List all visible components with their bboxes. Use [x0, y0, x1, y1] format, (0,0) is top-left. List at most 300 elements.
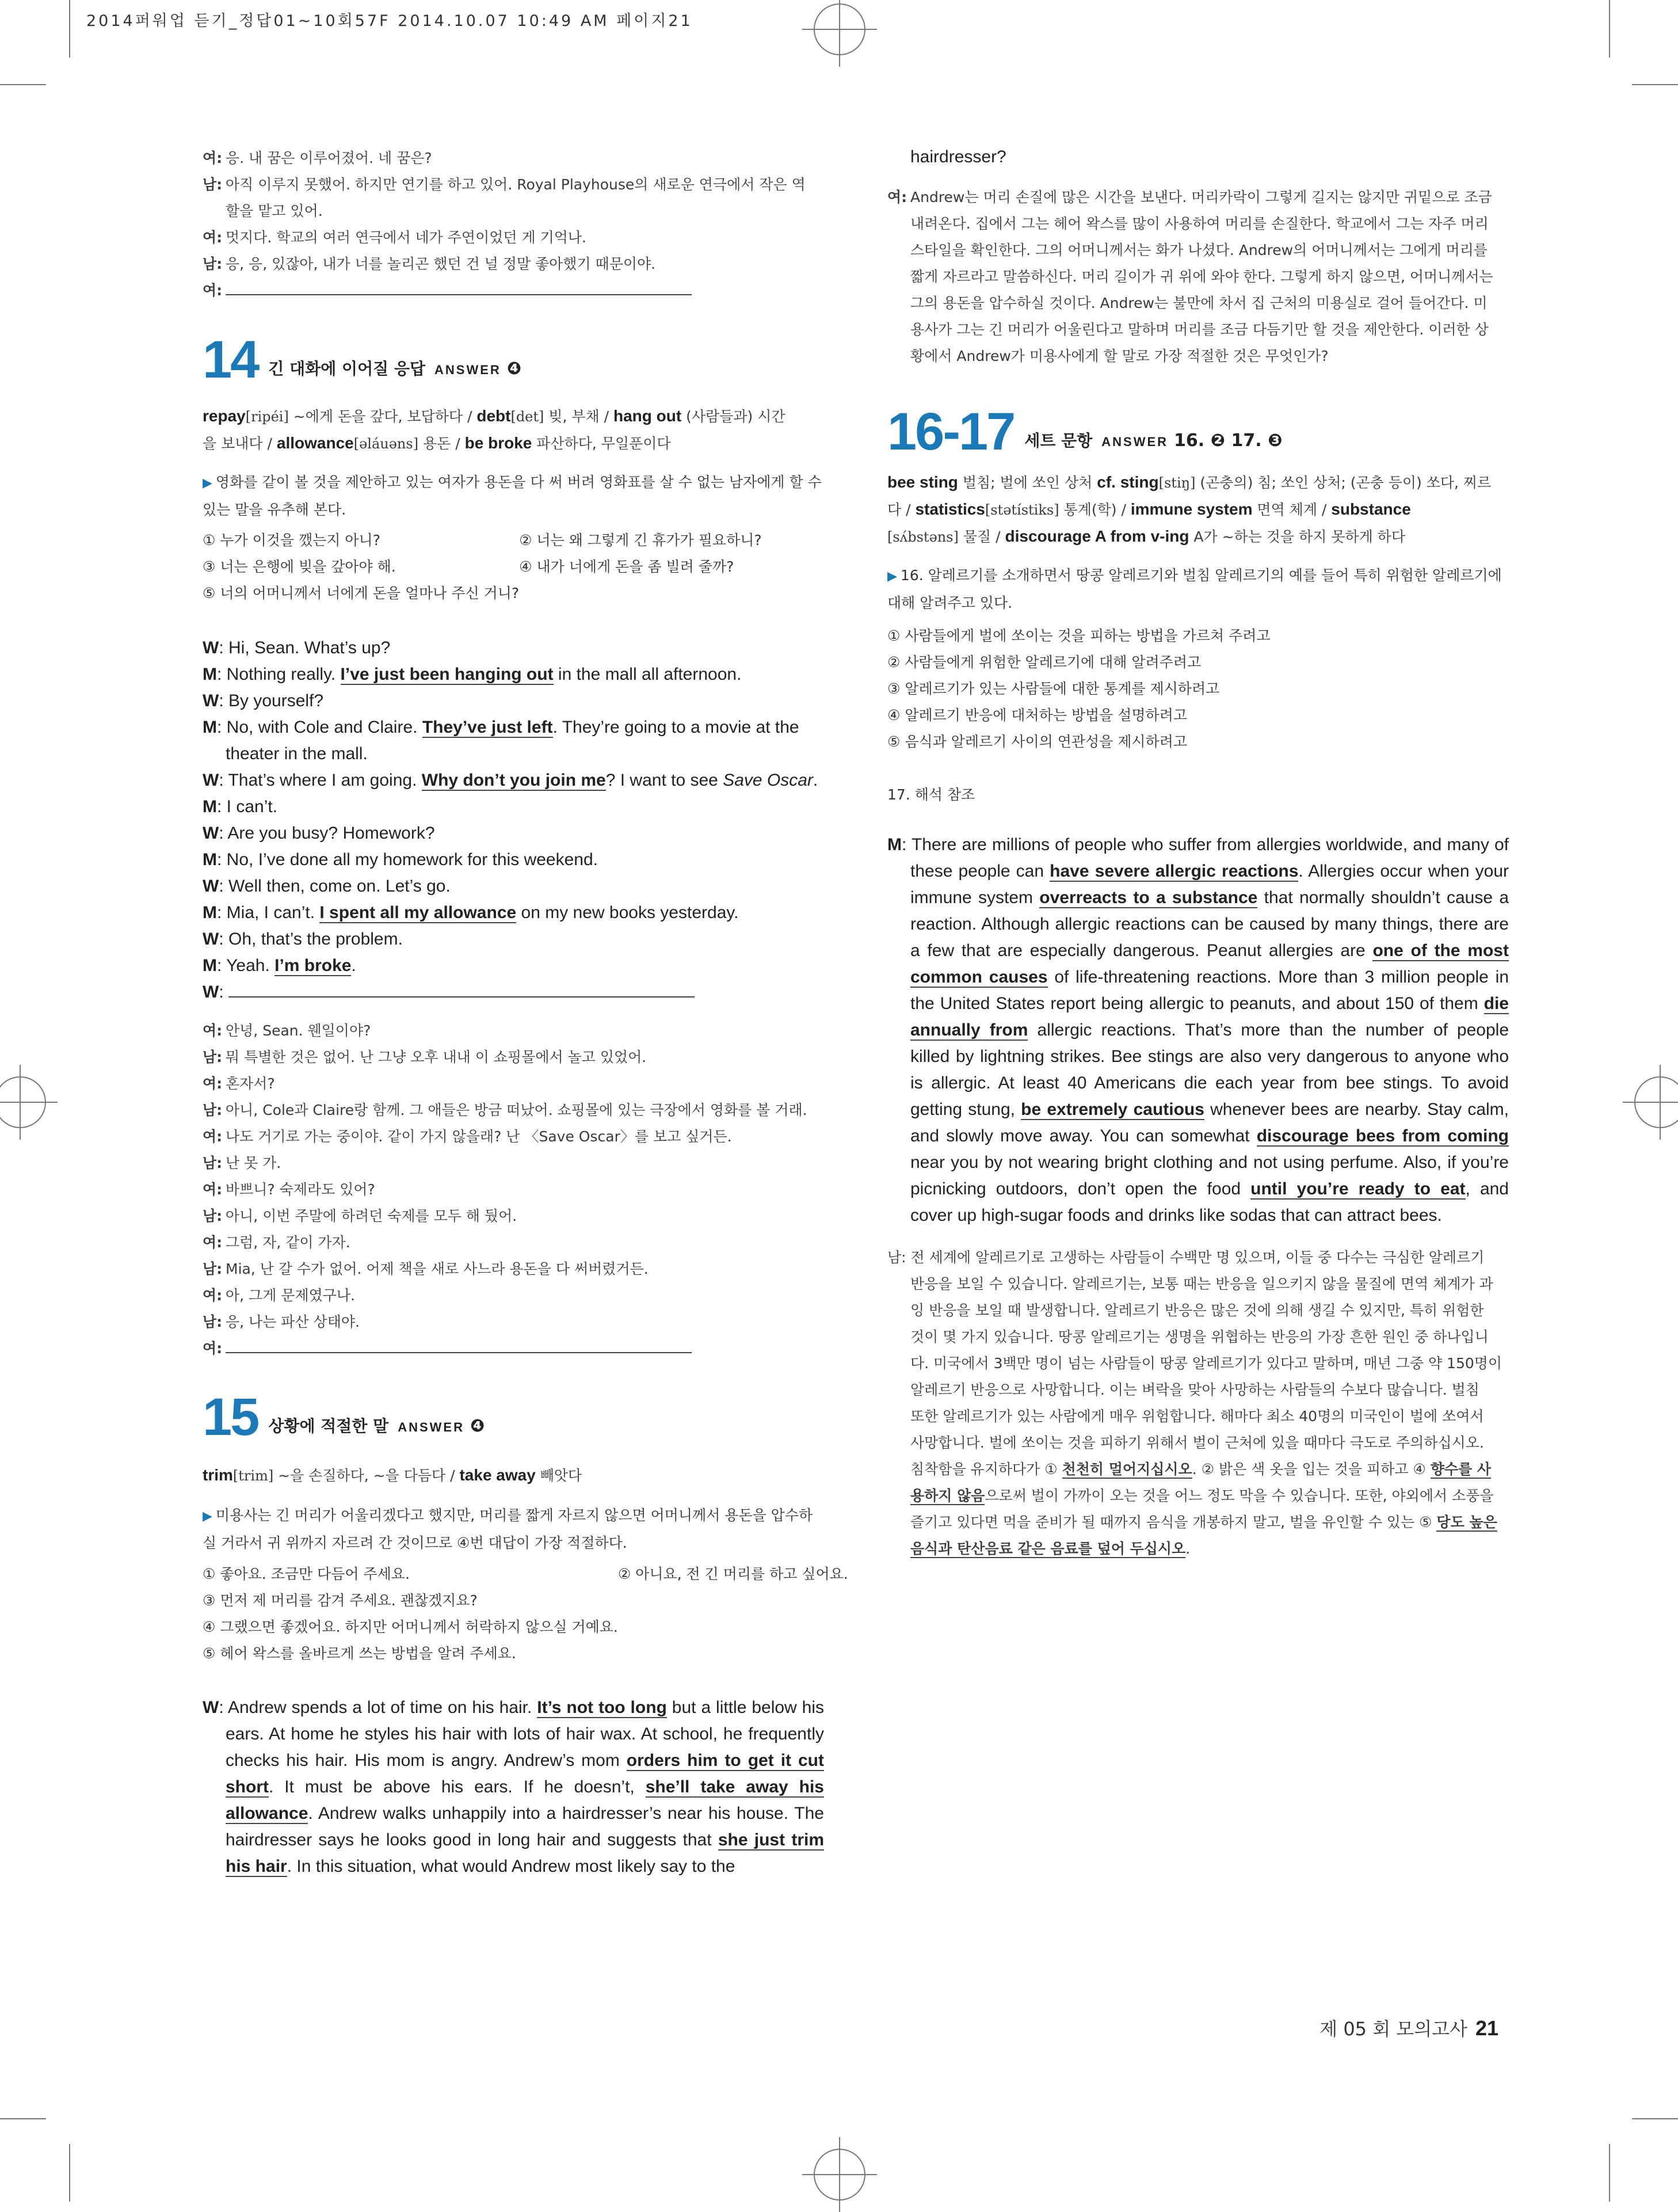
- text-line: [887, 1324, 1509, 1350]
- text-segment: 잉 반응을 보일 때 발생합니다. 알레르기 반응은 많은 것에 의해 생길 수 있지만, 특히 위험한: [910, 1302, 1484, 1319]
- text-line: [887, 938, 1509, 964]
- hint-text: 미용사는 긴 머리가 어울리겠다고 했지만, 머리를 짧게 자르지 않으면 어머니께서 용돈을 압수하: [215, 1507, 813, 1524]
- pronunciation: [trim]: [232, 1468, 274, 1484]
- speaker-label: 여:: [203, 1022, 223, 1039]
- underlined-phrase: be extremely cautious: [1021, 1100, 1204, 1119]
- crop-mark: [1632, 2118, 1678, 2119]
- text-segment: and slowly move away. You can somewhat: [910, 1126, 1257, 1145]
- answer-option: ④ 그랬으면 좋겠어요. 하지만 어머니께서 허락하지 않으실 거예요.: [203, 1619, 618, 1635]
- crop-mark: [1632, 84, 1678, 85]
- speaker-label: W: [203, 930, 219, 949]
- vocab-term: hang out: [613, 407, 682, 425]
- text-line: [887, 1456, 1509, 1483]
- text-line: [203, 847, 824, 873]
- text-line: [203, 900, 824, 926]
- speaker-label: W: [203, 877, 219, 896]
- dialogue-line: [887, 211, 1509, 237]
- underlined-phrase: die: [1483, 994, 1509, 1013]
- text-line: [887, 1483, 1509, 1509]
- text-segment: : That’s where I am going.: [219, 771, 422, 790]
- text-line: [203, 741, 824, 767]
- dialogue-line: [203, 1044, 824, 1071]
- pronunciation: [sʌ́bstəns]: [887, 529, 959, 545]
- answer-blank: [228, 981, 695, 998]
- answer-option: ③ 알레르기가 있는 사람들에 대한 통계를 제시하려고: [887, 680, 1220, 697]
- answer-option: ⑤ 음식과 알레르기 사이의 연관성을 제시하려고: [887, 733, 1187, 750]
- text-segment: a few that are especially dangerous. Peanut allergies are: [910, 941, 1373, 960]
- text-segment: but a little below his: [666, 1698, 824, 1717]
- text-line: [203, 661, 824, 688]
- answer-option: ③ 먼저 제 머리를 감겨 주세요. 괜찮겠지요?: [203, 1592, 478, 1609]
- prev-korean-translation: [203, 145, 824, 304]
- underlined-phrase: discourage bees from coming: [1256, 1126, 1509, 1145]
- text-line: [887, 964, 1509, 991]
- speaker-label: M: [887, 835, 902, 854]
- speaker-label: W: [203, 638, 219, 657]
- hint-text: 있는 말을 유추해 본다.: [203, 501, 346, 518]
- speaker-label: W: [203, 983, 219, 1002]
- dialogue-line: [887, 317, 1509, 343]
- q14-heading: [203, 331, 521, 394]
- answer-option: ④ 내가 너에게 돈을 좀 빌려 줄까?: [519, 558, 734, 575]
- triangle-bullet-icon: ▶: [887, 569, 897, 584]
- page-footer: [1319, 2015, 1498, 2041]
- speaker-label: 남:: [203, 256, 223, 272]
- text-line: [203, 688, 824, 714]
- speaker-label: 남:: [887, 1249, 906, 1266]
- answer-option: [618, 1587, 940, 1614]
- hint-line: [203, 1530, 824, 1556]
- pronunciation: [ripéi]: [245, 409, 289, 425]
- dialogue-line: [203, 1282, 824, 1309]
- crop-mark: [0, 2118, 46, 2119]
- speaker-label: W: [203, 691, 219, 710]
- text-line: [887, 1509, 1509, 1536]
- speaker-label: 남:: [203, 1102, 223, 1118]
- text-segment: :: [219, 983, 224, 1002]
- text-segment: : Andrew spends a lot of time on his hair.: [219, 1698, 537, 1717]
- text-segment: . They’re going to a movie at the: [552, 718, 799, 737]
- crop-mark: [69, 0, 70, 58]
- speaker-label: 여:: [203, 1075, 223, 1092]
- speaker-label: 여:: [203, 1287, 223, 1304]
- text-line: [887, 1044, 1509, 1070]
- speaker-label: M: [203, 797, 217, 816]
- text-segment: : By yourself?: [219, 691, 324, 710]
- dialogue-text: 그럼, 자, 같이 가자.: [226, 1234, 350, 1251]
- text-segment: 다 /: [887, 501, 916, 518]
- underlined-phrase: short: [226, 1777, 269, 1796]
- underlined-phrase: overreacts to a substance: [1039, 888, 1258, 907]
- file-header: 2014퍼워업 듣기_정답01~10회57F 2014.10.07 10:49 AM 페이지21: [86, 12, 693, 30]
- text-line: [887, 885, 1509, 911]
- text-line: [203, 926, 824, 953]
- dialogue-line: [203, 1203, 824, 1229]
- vocab-term: immune system: [1130, 500, 1253, 518]
- text-line: [887, 911, 1509, 938]
- text-line: [203, 820, 824, 847]
- q14-title: 긴 대화에 이어질 응답 ANSWER ❹: [268, 359, 522, 379]
- text-line: [203, 1721, 824, 1747]
- text-line: [203, 1774, 824, 1800]
- dialogue-text: 아, 그게 문제였구나.: [226, 1287, 355, 1304]
- text-line: [887, 1536, 1509, 1562]
- q1617-title: 세트 문항 ANSWER 16. ❷ 17. ❸: [1024, 431, 1283, 451]
- registration-mark: [814, 3, 865, 55]
- answer-option: ⑤ 헤어 왁스를 올바르게 쓰는 방법을 알려 주세요.: [203, 1645, 516, 1662]
- speaker-label: W: [203, 771, 219, 790]
- text-segment: : There are millions of people who suffer from allergies worldwide, and many of: [902, 835, 1509, 854]
- text-segment: .: [1185, 1540, 1191, 1557]
- speaker-label: 남:: [203, 1049, 223, 1065]
- crop-mark: [1609, 0, 1610, 58]
- underlined-phrase: have severe allergic reactions: [1050, 862, 1299, 881]
- underlined-phrase: I’m broke: [274, 956, 352, 975]
- speaker-label: M: [203, 718, 217, 737]
- dialogue-line: [887, 264, 1509, 290]
- hint-text: 대해 알려주고 있다.: [887, 595, 1013, 611]
- text-segment: .: [813, 771, 818, 790]
- pronunciation: [stətístiks]: [985, 502, 1059, 518]
- text-line: [203, 794, 824, 820]
- text-line: [887, 1403, 1509, 1430]
- crop-mark: [0, 84, 46, 85]
- text-segment: , and: [1465, 1179, 1509, 1198]
- hint-line: [887, 562, 1509, 590]
- speaker-label: W: [203, 824, 219, 843]
- dialogue-text: 아니, Cole과 Claire랑 함께. 그 애들은 방금 떠났어. 쇼핑몰에 있는 극장에서 영화를 볼 거래.: [226, 1102, 807, 1118]
- text-line: [887, 1176, 1509, 1202]
- speaker-label: 남:: [203, 1208, 223, 1224]
- text-segment: 빼앗다: [535, 1467, 582, 1484]
- text-line: [887, 496, 1509, 523]
- dialogue-line: [203, 277, 824, 304]
- dialogue-line: [203, 1177, 824, 1203]
- answer-option: ② 너는 왜 그렇게 긴 휴가가 필요하니?: [519, 532, 762, 549]
- q1617-number: 16-17: [887, 402, 1015, 461]
- text-segment: (사람들과) 시간: [681, 408, 785, 425]
- text-segment: picnicking outdoors, don’t open the food: [910, 1179, 1251, 1198]
- text-segment: allergic reactions. That’s more than the number of people: [1028, 1021, 1509, 1040]
- q15-script-continued: hairdresser?: [910, 147, 1006, 166]
- dialogue-line: [203, 251, 824, 277]
- text-segment: 또한 알레르기가 있는 사람에게 매우 위험합니다. 해마다 최소 40명의 미국인이 벌에 쏘여서: [910, 1408, 1484, 1425]
- dialogue-text: 뭐 특별한 것은 없어. 난 그냥 오후 내내 이 쇼핑몰에서 놀고 있었어.: [226, 1049, 647, 1065]
- answer-option: [519, 580, 841, 607]
- q17-note: 17. 해석 참조: [887, 786, 975, 803]
- triangle-bullet-icon: ▶: [203, 1509, 212, 1524]
- answer-option: ④ 알레르기 반응에 대처하는 방법을 설명하려고: [887, 707, 1187, 724]
- text-segment: 을 보내다 /: [203, 435, 277, 452]
- text-segment: theater in the mall.: [226, 744, 368, 763]
- text-segment: (곤충의) 침; 쏘인 상처; (곤충 등이) 쏘다, 찌르: [1195, 474, 1492, 491]
- footer-label: 제 05 회 모의고사: [1319, 2018, 1467, 2040]
- text-line: [887, 469, 1509, 496]
- text-line: [203, 767, 824, 794]
- page-number: 21: [1475, 2016, 1498, 2040]
- answer-blank: [226, 1337, 692, 1353]
- answer-option: ① 좋아요. 조금만 다듬어 주세요.: [203, 1566, 410, 1582]
- dialogue-text: 바쁘니? 숙제라도 있어?: [226, 1181, 375, 1198]
- hint-text: 영화를 같이 볼 것을 제안하고 있는 여자가 용돈을 다 써 버려 영화표를 살 수 없는 남자에게 할 수: [215, 474, 822, 490]
- dialogue-line: [203, 1097, 824, 1124]
- text-segment: : I can’t.: [217, 797, 278, 816]
- dialogue-text: 응, 나는 파산 상태야.: [226, 1314, 360, 1330]
- answer-option: ② 아니요, 전 긴 머리를 하고 싶어요.: [617, 1566, 848, 1582]
- text-line: [203, 714, 824, 741]
- text-segment: 으로써 벌이 가까이 오는 것을 어느 정도 막을 수 있습니다. 또한, 야외에서 소풍을: [985, 1487, 1494, 1504]
- speaker-label: 여:: [203, 1128, 223, 1145]
- dialogue-line: [203, 1229, 824, 1256]
- text-segment: immune system: [910, 888, 1040, 907]
- text-segment: 즐기고 있다면 먹을 준비가 될 때까지 음식을 개봉하지 말고, 벌을 유인할 수 있는 ⑤: [910, 1514, 1437, 1530]
- underlined-phrase: 향수를 사: [1430, 1461, 1492, 1478]
- text-line: [887, 1297, 1509, 1324]
- text-line: [203, 1827, 824, 1853]
- text-segment: . Andrew walks unhappily into a hairdresser’s near his house. The: [308, 1804, 824, 1823]
- text-line: [887, 1123, 1509, 1149]
- text-line: [887, 1430, 1509, 1456]
- hint-text: 16. 알레르기를 소개하면서 땅콩 알레르기와 벌침 알레르기의 예를 들어 특히 위험한 알레르기에: [900, 567, 1502, 584]
- vocab-term: debt: [476, 407, 511, 425]
- text-line: [887, 1149, 1509, 1176]
- text-line: [887, 858, 1509, 885]
- dialogue-line: [203, 1124, 824, 1150]
- text-line: [203, 1853, 824, 1880]
- text-segment: : No, with Cole and Claire.: [217, 718, 422, 737]
- dialogue-line: [203, 198, 824, 224]
- text-segment: checks his hair. His mom is angry. Andrew’s mom: [226, 1751, 627, 1770]
- text-segment: 통계(학) /: [1059, 501, 1131, 518]
- vocab-term: take away: [459, 1466, 536, 1484]
- dialogue-text: Mia, 난 갈 수가 없어. 어제 책을 새로 사느라 용돈을 다 써버렸거든.: [226, 1261, 649, 1277]
- dialogue-text: 할을 맡고 있어.: [226, 203, 323, 219]
- speaker-label: 여:: [203, 229, 223, 246]
- text-line: [887, 1377, 1509, 1403]
- dialogue-text: 나도 거기로 가는 중이야. 같이 가지 않을래? 난 〈Save Oscar〉를 보고 싶거든.: [226, 1128, 732, 1145]
- text-segment: getting stung,: [910, 1100, 1021, 1119]
- text-segment: 반응을 보일 수 있습니다. 알레르기는, 보통 때는 반응을 일으키지 않을 물질에 면역 체계가 과: [910, 1276, 1493, 1292]
- text-segment: : No, I’ve done all my homework for this weekend.: [217, 850, 598, 869]
- underlined-phrase: orders him to get it cut: [626, 1751, 824, 1770]
- text-segment: 벌침; 벌에 쏘인 상처: [958, 474, 1097, 491]
- hint-line: [203, 1502, 824, 1530]
- text-segment: . ② 밝은 색 옷을 입는 것을 피하고 ④: [1192, 1461, 1431, 1478]
- text-segment: . It must be above his ears. If he doesn’t,: [269, 1777, 646, 1796]
- q1617-heading: [887, 403, 1282, 466]
- text-segment: 사망합니다. 벌에 쏘이는 것을 피하기 위해서 벌이 근처에 있을 때마다 극도로 주의하십시오.: [910, 1434, 1484, 1451]
- dialogue-text: 혼자서?: [226, 1075, 275, 1092]
- underlined-phrase: 용하지 않음: [910, 1487, 985, 1504]
- dialogue-text: 그의 용돈을 압수하실 것이다. Andrew는 불만에 차서 집 근처의 미용실로 걸어 들어간다. 미: [910, 295, 1488, 311]
- pronunciation: [det]: [510, 409, 544, 425]
- speaker-label: M: [203, 665, 217, 684]
- underlined-phrase: she’ll take away his: [645, 1777, 824, 1796]
- speaker-label: M: [203, 956, 217, 975]
- text-segment: 빚, 부채 /: [544, 408, 613, 425]
- q15-hint: [203, 1502, 824, 1556]
- q14-script: [203, 635, 824, 1006]
- hint-line: [203, 469, 824, 497]
- q15-title: 상황에 적절한 말 ANSWER ❹: [268, 1416, 485, 1436]
- underlined-phrase: his hair: [226, 1857, 287, 1876]
- dialogue-line: [887, 343, 1509, 370]
- text-segment: .: [351, 956, 356, 975]
- dialogue-line: [203, 172, 824, 198]
- text-line: [887, 1202, 1509, 1229]
- underlined-phrase: It’s not too long: [537, 1698, 667, 1717]
- underlined-phrase: one of the most: [1372, 941, 1509, 960]
- text-segment: that normally shouldn’t cause a: [1257, 888, 1509, 907]
- speaker-label: 여:: [887, 189, 907, 205]
- text-segment: : Are you busy? Homework?: [219, 824, 435, 843]
- dialogue-line: [887, 290, 1509, 317]
- text-line: [887, 832, 1509, 858]
- text-segment: : Yeah.: [217, 956, 275, 975]
- text-segment: ? I want to see: [605, 771, 723, 790]
- dialogue-text: 난 못 가.: [226, 1155, 281, 1171]
- speaker-label: M: [203, 850, 217, 869]
- hint-text: 실 거라서 귀 위까지 자르려 간 것이므로 ④번 대답이 가장 적절하다.: [203, 1535, 627, 1551]
- speaker-label: 남:: [203, 176, 223, 193]
- text-line: [203, 430, 824, 457]
- hint-line: [887, 590, 1509, 616]
- text-segment: is allergic. At least 40 Americans die each year from bee stings. To avoid: [910, 1073, 1509, 1092]
- answer-blank: [226, 279, 692, 295]
- registration-mark: [1634, 1076, 1678, 1128]
- text-segment: these people can: [910, 862, 1050, 881]
- dialogue-text: Andrew는 머리 손질에 많은 시간을 보낸다. 머리카락이 그렇게 길지는 않지만 귀밑으로 조금: [910, 189, 1492, 205]
- speaker-label: W: [203, 1698, 219, 1717]
- underlined-phrase: I’ve just been hanging out: [340, 665, 554, 684]
- underlined-phrase: 당도 높은: [1436, 1514, 1497, 1530]
- dialogue-line: [203, 1309, 824, 1335]
- answer-option: ① 누가 이것을 깼는지 아니?: [203, 532, 380, 549]
- text-segment: : Well then, come on. Let’s go.: [219, 877, 451, 896]
- dialogue-text: 짧게 자르라고 말씀하신다. 머리 길이가 귀 위에 와야 한다. 그렇게 하지 않으면, 어머니께서는: [910, 268, 1493, 285]
- vocab-term: substance: [1331, 500, 1411, 518]
- q14-number: 14: [203, 330, 258, 389]
- dialogue-text: 멋지다. 학교의 여러 연극에서 네가 주연이었던 게 기억나.: [226, 229, 586, 246]
- q1617-vocabulary: [887, 469, 1509, 550]
- text-line: [887, 523, 1509, 550]
- registration-mark: [814, 2149, 865, 2200]
- text-segment: on my new books yesterday.: [516, 903, 739, 922]
- answer-option: ① 사람들에게 벌에 쏘이는 것을 피하는 방법을 가르쳐 주려고: [887, 627, 1271, 644]
- dialogue-line: [203, 1256, 824, 1282]
- underlined-phrase: until you’re ready to eat: [1250, 1179, 1466, 1198]
- vocab-term: repay: [203, 407, 246, 425]
- vocab-term: trim: [203, 1466, 233, 1484]
- text-segment: : Hi, Sean. What’s up?: [219, 638, 391, 657]
- dialogue-text: 황에서 Andrew가 미용사에게 할 말로 가장 적절한 것은 무엇인가?: [910, 348, 1329, 364]
- underlined-phrase: she just trim: [718, 1830, 825, 1849]
- dialogue-text: 응. 내 꿈은 이루어졌어. 네 꿈은?: [226, 150, 432, 166]
- answer-option: [618, 1640, 940, 1667]
- text-line: [203, 979, 824, 1006]
- speaker-label: 여:: [203, 1181, 223, 1198]
- q1617-hint: [887, 562, 1509, 616]
- pronunciation: [əláuəns]: [353, 436, 419, 452]
- speaker-label: 여:: [203, 282, 223, 299]
- underlined-phrase: annually from: [910, 1021, 1028, 1040]
- dialogue-text: 용사가 그는 긴 머리가 어울린다고 말하며 머리를 조금 다듬기만 할 것을 제안한다. 이러한 상: [910, 321, 1489, 338]
- text-segment: 용돈 /: [418, 435, 465, 452]
- underlined-phrase: Why don’t you join me: [421, 771, 606, 790]
- text-segment: . In this situation, what would Andrew most likely say to the: [287, 1857, 735, 1876]
- underlined-phrase: 천천히 멀어지십시오: [1062, 1461, 1192, 1478]
- text-segment: ~에게 돈을 갚다, 보답하다 /: [288, 408, 477, 425]
- text-segment: in the mall all afternoon.: [553, 665, 742, 684]
- registration-mark: [0, 1076, 46, 1128]
- underlined-phrase: common causes: [910, 968, 1048, 987]
- vocab-term: be broke: [464, 434, 532, 452]
- q14-options: [203, 527, 841, 607]
- text-line: [887, 1070, 1509, 1097]
- answer-option: ⑤ 너의 어머니께서 너에게 돈을 얼마나 주신 거니?: [203, 585, 520, 601]
- crop-mark: [69, 2144, 70, 2202]
- text-segment: . Allergies occur when your: [1298, 862, 1509, 881]
- pronunciation: [stiŋ]: [1158, 475, 1196, 491]
- dialogue-line: [203, 224, 824, 251]
- text-segment: cover up high-sugar foods and drinks like sodas that can attract bees.: [910, 1206, 1442, 1225]
- text-segment: ears. At home he styles his hair with lots of hair wax. At school, he frequently: [226, 1724, 824, 1743]
- vocab-term: cf. sting: [1097, 473, 1159, 491]
- text-segment: 전 세계에 알레르기로 고생하는 사람들이 수백만 명 있으며, 이들 중 다수는 극심한 알레르기: [906, 1249, 1485, 1266]
- q15-script: [203, 1695, 824, 1880]
- q15-korean-translation: [887, 184, 1509, 370]
- dialogue-line: [887, 184, 1509, 211]
- dialogue-line: [203, 1071, 824, 1097]
- speaker-label: 남:: [203, 1261, 223, 1277]
- vocab-term: discourage A from v-ing: [1005, 527, 1189, 545]
- text-line: [887, 1017, 1509, 1044]
- text-segment: 다. 미국에서 3백만 명이 넘는 사람들이 땅콩 알레르기가 있다고 말하며, 매년 그중 약 150명이: [910, 1355, 1502, 1372]
- text-line: [887, 1097, 1509, 1123]
- dialogue-text: 스타일을 확인한다. 그의 어머니께서는 화가 나셨다. Andrew의 어머니께서는 그에게 머리를: [910, 242, 1488, 258]
- text-line: [203, 953, 824, 979]
- text-segment: of life-threatening reactions. More than 3 million people in: [1047, 968, 1509, 987]
- dialogue-text: 아직 이루지 못했어. 하지만 연기를 하고 있어. Royal Playhouse의 새로운 연극에서 작은 역: [226, 176, 806, 193]
- text-line: [203, 1747, 824, 1774]
- text-segment: near you by not wearing bright clothing and not using perfume. Also, if you’re: [910, 1153, 1509, 1172]
- text-line: [887, 1271, 1509, 1297]
- text-segment: A가 ~하는 것을 하지 못하게 하다: [1189, 528, 1405, 545]
- text-segment: 면역 체계 /: [1252, 501, 1332, 518]
- dialogue-line: [203, 145, 824, 172]
- underlined-phrase: I spent all my allowance: [319, 903, 517, 922]
- dialogue-line: [203, 1335, 824, 1362]
- dialogue-text: 아니, 이번 주말에 하려던 숙제를 모두 해 뒀어.: [226, 1208, 517, 1224]
- dialogue-line: [203, 1018, 824, 1044]
- q14-vocabulary: [203, 403, 824, 457]
- text-line: [203, 1800, 824, 1827]
- text-segment: 침착함을 유지하다가 ①: [910, 1461, 1062, 1478]
- text-line: [203, 873, 824, 900]
- dialogue-line: [203, 1150, 824, 1177]
- speaker-label: 남:: [203, 1314, 223, 1330]
- underlined-phrase: They’ve just left: [422, 718, 553, 737]
- text-line: [887, 991, 1509, 1017]
- speaker-label: 여:: [203, 1340, 223, 1357]
- text-line: [887, 1244, 1509, 1271]
- text-segment: whenever bees are nearby. Stay calm,: [1204, 1100, 1509, 1119]
- text-segment: : Nothing really.: [217, 665, 341, 684]
- crop-mark: [1609, 2144, 1610, 2202]
- text-segment: 알레르기 반응으로 사망합니다. 이는 벼락을 맞아 사망하는 사람들의 수보다 많습니다. 벌침: [910, 1381, 1479, 1398]
- q15-options: [203, 1561, 940, 1667]
- vocab-term: allowance: [276, 434, 354, 452]
